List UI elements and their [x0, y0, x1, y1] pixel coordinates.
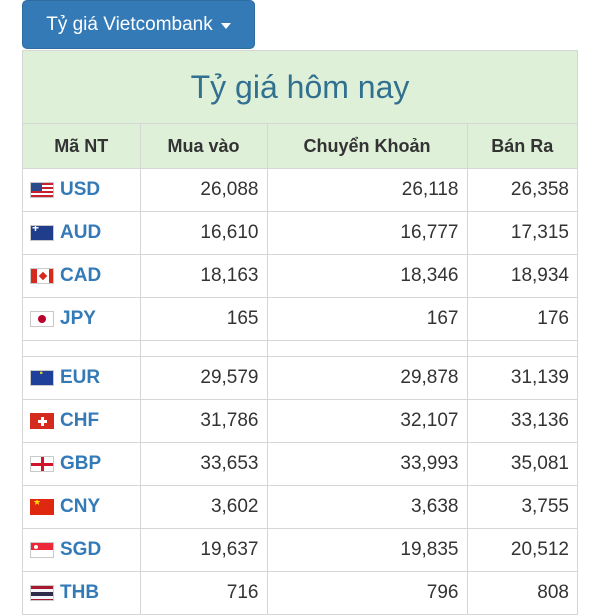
currency-code-link[interactable]: CHF: [60, 410, 100, 431]
table-row: [23, 357, 577, 400]
group-separator-row: [23, 341, 577, 357]
header-buy: Mua vào: [140, 124, 267, 169]
currency-code-link[interactable]: THB: [60, 582, 100, 603]
table-title: Tỷ giá hôm nay: [23, 51, 577, 124]
caret-down-icon: [221, 23, 231, 29]
table-row: [23, 486, 577, 529]
sgd-flag-icon: [30, 542, 54, 558]
table-row: [23, 298, 577, 341]
separator-cell: [140, 341, 267, 357]
eur-flag-icon: [30, 370, 54, 386]
transfer-cell: 19,835: [267, 529, 467, 572]
sell-cell: 35,081: [467, 443, 577, 486]
transfer-cell: 33,993: [267, 443, 467, 486]
buy-cell: 16,610: [140, 212, 267, 255]
usd-flag-icon: [30, 182, 54, 198]
sell-cell: 26,358: [467, 169, 577, 212]
chf-flag-icon: [30, 413, 54, 429]
table-row: [23, 212, 577, 255]
buy-cell: 33,653: [140, 443, 267, 486]
sell-cell: 3,755: [467, 486, 577, 529]
buy-cell: 3,602: [140, 486, 267, 529]
currency-code-cell: [23, 529, 140, 572]
cad-flag-icon: [30, 268, 54, 284]
separator-cell: [23, 341, 140, 357]
exchange-rate-table: [22, 50, 578, 615]
transfer-cell: 796: [267, 572, 467, 615]
transfer-cell: 26,118: [267, 169, 467, 212]
cny-flag-icon: [30, 499, 54, 515]
buy-cell: 165: [140, 298, 267, 341]
header-currency-code: Mã NT: [23, 124, 140, 169]
sell-cell: 17,315: [467, 212, 577, 255]
jpy-flag-icon: [30, 311, 54, 327]
buy-cell: 716: [140, 572, 267, 615]
currency-code-link[interactable]: JPY: [60, 308, 96, 329]
table-row: [23, 443, 577, 486]
sell-cell: 18,934: [467, 255, 577, 298]
vietcombank-rate-dropdown[interactable]: [22, 0, 255, 49]
table-row: [23, 169, 577, 212]
table-row: [23, 572, 577, 615]
header-transfer: Chuyển Khoản: [267, 124, 467, 169]
transfer-cell: 18,346: [267, 255, 467, 298]
separator-cell: [467, 341, 577, 357]
aud-flag-icon: [30, 225, 54, 241]
thb-flag-icon: [30, 585, 54, 601]
buy-cell: 18,163: [140, 255, 267, 298]
buy-cell: 26,088: [140, 169, 267, 212]
table-row: [23, 400, 577, 443]
transfer-cell: 3,638: [267, 486, 467, 529]
separator-cell: [267, 341, 467, 357]
currency-code-link[interactable]: SGD: [60, 539, 102, 560]
currency-code-cell: [23, 255, 140, 298]
table-row: [23, 255, 577, 298]
transfer-cell: 167: [267, 298, 467, 341]
currency-code-cell: [23, 486, 140, 529]
currency-code-link[interactable]: CAD: [60, 265, 102, 286]
transfer-cell: 16,777: [267, 212, 467, 255]
currency-code-cell: [23, 357, 140, 400]
currency-code-link[interactable]: CNY: [60, 496, 101, 517]
currency-code-link[interactable]: EUR: [60, 367, 101, 388]
currency-code-cell: [23, 400, 140, 443]
transfer-cell: 29,878: [267, 357, 467, 400]
sell-cell: 31,139: [467, 357, 577, 400]
buy-cell: 31,786: [140, 400, 267, 443]
gbp-flag-icon: [30, 456, 54, 472]
table-row: [23, 529, 577, 572]
buy-cell: 29,579: [140, 357, 267, 400]
currency-code-cell: [23, 298, 140, 341]
header-sell: Bán Ra: [467, 124, 577, 169]
table-body: [23, 169, 577, 615]
sell-cell: 20,512: [467, 529, 577, 572]
header-row: [23, 124, 577, 169]
currency-code-cell: [23, 169, 140, 212]
currency-code-cell: [23, 212, 140, 255]
buy-cell: 19,637: [140, 529, 267, 572]
sell-cell: 176: [467, 298, 577, 341]
currency-code-link[interactable]: GBP: [60, 453, 102, 474]
currency-code-cell: [23, 443, 140, 486]
currency-code-link[interactable]: USD: [60, 179, 101, 200]
currency-code-cell: [23, 572, 140, 615]
currency-code-link[interactable]: AUD: [60, 222, 102, 243]
sell-cell: 808: [467, 572, 577, 615]
sell-cell: 33,136: [467, 400, 577, 443]
transfer-cell: 32,107: [267, 400, 467, 443]
dropdown-label: Tỷ giá Vietcombank: [46, 13, 213, 35]
